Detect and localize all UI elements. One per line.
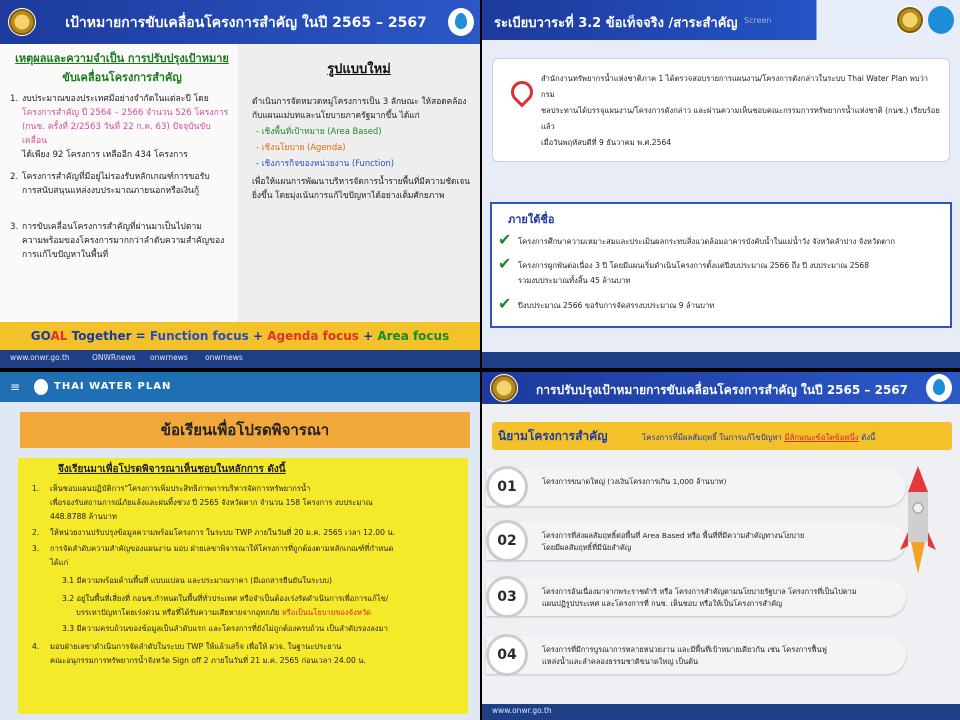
facts-text: สำนักงานทรัพยากรน้ำแห่งชาติภาค 1 ได้ตรวจสอบรายการแผนงาน/โครงการตังกล่าวในระบบ Thai Water Plan พบว่ากรม ชลประทานได้บรรจุแผนงาน/โครงการดังกล่าว และผ่านความเห็นชอบคณะกรรมการทรัพยากรน้ำแห่งชาติ (กนช.) เรียบร้อยแล้ว เมื่อวันพฤหัสบดีที่ 9 ธันวาคม พ.ศ.2564 [541, 74, 940, 147]
consideration-line: ได้แก่ [50, 558, 69, 567]
new-format-text-d: ยิ่งขึ้น โดยมุ่งเน้นการแก้ไขปัญหาได้อย่างเต็มศักยภาพ [252, 190, 445, 200]
project-item-1: โครงการศึกษาความเหมาะสมและประเมินผลกระทบสิ่งแวดล้อมอาคารบังคับน้ำในแม่น้ำวัง จังหวัดลำปาง จังหวัดตาก [518, 237, 895, 246]
new-format-text-a: ดำเนินการจัดหมวดหมู่โครงการเป็น 3 ลักษณะ ให้สอดคล้อง [252, 96, 467, 106]
new-format-text-c: เพื่อให้แผนการพัฒนาบริหารจัดการน้ำรายพื้นที่มีความชัดเจน [252, 176, 470, 186]
number-badge: 02 [486, 520, 528, 562]
ghost-screen-label: Screen [744, 16, 772, 25]
new-format-panel [238, 44, 480, 322]
consideration-line: เพื่อรองรับสถานการณ์ภัยแล้งและฝนทิ้งช่วง ปี 2565 จังหวัดตาก จำนวน 158 โครงการ งบประมาณ [50, 498, 373, 507]
definition-text: โครงการที่มีผลสัมฤทธิ์ ในการแก้ไขปัญหา มีลักษณะข้อใดข้อหนึ่ง ดังนี้ [642, 433, 876, 442]
consideration-heading: จึงเรียนมาเพื่อโปรดพิจารณาเห็นชอบในหลักการ ดังนี้ [58, 464, 286, 475]
government-seal-icon [8, 8, 36, 36]
definition-heading: นิยามโครงการสำคัญ [498, 429, 608, 443]
bullet-function: - เชิงภารกิจของหน่วยงาน (Function) [256, 158, 395, 168]
slide4-header [482, 372, 960, 404]
definition-row-1: 01 โครงการขนาดใหญ่ (วงเงินโครงการเกิน 1,000 ล้านบาท) [486, 468, 906, 506]
grid-divider-vertical [480, 0, 482, 720]
slide1-header [0, 0, 480, 44]
thai-water-plan-logo-icon [34, 379, 48, 395]
consideration-line: 4. มอบฝ่ายเลขาดำเนินการจัดลำดับในระบบ TWP ให้แล้วเสร็จ เพื่อให้ ผวจ. ในฐานะประธาน [32, 642, 342, 651]
reasons-heading: เหตุผลและความจำเป็น การปรับปรุงเป้าหมาย [15, 52, 229, 65]
consideration-line: คณะอนุกรรมการทรัพยากรน้ำจังหวัด Sign off 2 ภายในวันที่ 21 ม.ค. 2565 ก่อนเวลา 24.00 น. [50, 656, 366, 665]
number-badge: 03 [486, 576, 528, 618]
thai-water-plan-bar [0, 372, 480, 402]
project-item-3: ปีงบประมาณ 2566 ขอรับการจัดสรรงบประมาณ 9 ล้านบาท [518, 301, 715, 310]
slide4-title: การปรับปรุงเป้าหมายการขับเคลื่อนโครงการสำคัญ ในปี 2565 – 2567 [536, 383, 908, 397]
number-badge: 04 [486, 634, 528, 676]
definition-row-3: 03 โครงการอันเนื่องมาจากพระราชดำริ หรือ โครงการสำคัญตามนโยบายรัฐบาล โครงการที่เป็นไปตาม แผนปฏิรูปประเทศ และโครงการที่ กนช. เห็นชอบ หรือให้เป็นโครงการสำคัญ [486, 578, 906, 616]
slide-consideration [0, 372, 480, 720]
consideration-line: 2. ให้หน่วยงานปรับปรุงข้อมูลความพร้อมโครงการ ในระบบ TWP ภายในวันที่ 20 ม.ค. 2565 เวลา 12.00 น. [32, 528, 395, 537]
definition-row-2: 02 โครงการที่ส่งผลสัมฤทธิ์ต่อพื้นที่ Area Based หรือ พื้นที่ที่มีความสำคัญทางนโยบาย โดยมีผลสัมฤทธิ์ที่มีนัยสำคัญ [486, 522, 906, 560]
consideration-line: 448.8788 ล้านบาท [50, 512, 117, 521]
reasons-heading-2: ขับเคลื่อนโครงการสำคัญ [62, 71, 182, 84]
consideration-line: 1. เห็นชอบแผนปฏิบัติการ"โครงการเพิ่มประสิทธิภาพการบริหารจัดการทรัพยากรน้ำ [32, 484, 311, 493]
slide1-title: เป้าหมายการขับเคลื่อนโครงการสำคัญ ในปี 2565 – 2567 [65, 15, 427, 31]
slide2-title: ระเบียบวาระที่ 3.2 ข้อเท็จจริง /สาระสำคัญ [494, 16, 738, 31]
consideration-title: ข้อเรียนเพื่อโปรดพิจารณา [20, 412, 470, 448]
slide-agenda-facts [482, 0, 960, 368]
footer-facebook: ONWRnews [92, 353, 136, 362]
definition-row-4: 04 โครงการที่มีการบูรณาการหลายหน่วยงาน และมีพื้นที่เป้าหมายเดียวกัน เช่น โครงการฟื้นฟู แหล่งน้ำและลำคลองธรรมชาติขนาดใหญ่ เป็นต้น [486, 636, 906, 674]
slide2-header [482, 0, 960, 40]
check-icon: ✔ [498, 294, 512, 313]
check-icon: ✔ [498, 254, 512, 273]
facts-box [492, 58, 950, 162]
government-seal-icon [490, 374, 518, 402]
reason-item-1: 1. งบประมาณของประเทศมีอย่างจำกัดในแต่ละปี โดย โครงการสำคัญ ปี 2564 – 2566 จำนวน 526 โครงการ (กนช. ครั้งที่ 2/2563 วันที่ 22 ก.ค. 63) ปัจจุบันขับเคลื่อน ได้เพียง 92 โครงการ เหลืออีก 434 โครงการ [10, 94, 229, 160]
slide-important-project-definition [482, 372, 960, 720]
consideration-line: 3. การจัดลำดับความสำคัญของแผนงาน มอบ ฝ่ายเลขาพิจารณาให้โครงการที่ถูกต้องตามหลักเกณฑ์ที่กำหนด [32, 544, 394, 553]
water-drop-logo-icon [928, 6, 954, 34]
water-drop-logo-icon [926, 374, 952, 402]
slide-goal-targets [0, 0, 480, 368]
consideration-line: 3.1 มีความพร้อมด้านพื้นที่ แบบแปลน และประมาณราคา (มีเอกสารยืนยันในระบบ) [62, 576, 332, 585]
water-drop-logo-icon [448, 8, 474, 36]
menu-icon[interactable]: ≡ [10, 380, 21, 394]
project-item-2: โครงการผูกพันต่อเนื่อง 3 ปี โดยมีแผนเริ่มดำเนินโครงการตั้งแต่ปีงบประมาณ 2566 ถึง ปี งบประมาณ 2568 รวมงบประมาณทั้งสิ้น 45 ล้านบาท [518, 261, 870, 285]
bullet-area-based: - เชิงพื้นที่เป้าหมาย (Area Based) [256, 126, 382, 136]
slide1-footer [0, 350, 480, 368]
reason-item-2: 2. โครงการสำคัญที่มีอยู่ไม่รองรับหลักเกณฑ์การขอรับ การสนับสนุนแหล่งงบประมาณภายนอกหรือเงินกู้ [10, 172, 210, 196]
reason-item-3: 3. การขับเคลื่อนโครงการสำคัญที่ผ่านมาเป็นไปตาม ความพร้อมของโครงการมากกว่าลำดับความสำคัญของ การแก้ไขปัญหาในพื้นที่ [10, 222, 225, 260]
consideration-line: 3.2 อยู่ในพื้นที่เสี่ยงที่ กอนช.กำหนดในพื้นที่ทั่วประเทศ หรือจำเป็นต้องเร่งรัดดำเนินการเพื่อการแก้ไข/ [62, 594, 389, 603]
rocket-icon [898, 462, 938, 582]
footer-website: www.onwr.go.th [10, 353, 70, 362]
goal-banner: GOAL Together = Function focus + Agenda focus + Area focus [0, 322, 480, 350]
slide2-footer [482, 352, 960, 368]
new-format-heading: รูปแบบใหม่ [327, 62, 391, 77]
consideration-line: 3.3 มีความครบถ้วนของข้อมูลเป็นลำดับแรก และโครงการที่ยังไม่ถูกต้องครบถ้วน เป็นลำดับรองลงมา [62, 624, 388, 633]
reasons-panel [0, 44, 238, 322]
definition-banner [492, 422, 952, 450]
number-badge: 01 [486, 466, 528, 508]
consideration-line: บรรเทาปัญหาโดยเร่งด่วน หรือที่ได้รับความเสียหายจากอุทกภัย หรือเป็นนโยบายของจังหวัด [76, 608, 372, 617]
check-icon: ✔ [498, 230, 512, 249]
consideration-box [18, 458, 468, 714]
project-list-heading: ภายใต้ชื่อ [508, 213, 555, 226]
brand-name: THAI WATER PLAN [54, 381, 172, 392]
government-seal-icon [896, 6, 924, 34]
slide4-footer [482, 704, 960, 720]
grid-divider-horizontal [0, 368, 960, 372]
project-list-box [490, 202, 952, 328]
footer-website: www.onwr.go.th [492, 706, 552, 715]
footer-instagram: onwrnews [205, 353, 243, 362]
footer-twitter: onwrnews [150, 353, 188, 362]
bullet-agenda: - เชิงนโยบาย (Agenda) [256, 142, 346, 152]
new-format-text-b: กับแผนแม่บทและนโยบายภาครัฐมากขึ้น ได้แก่ [252, 110, 420, 120]
location-pin-icon [506, 76, 537, 107]
